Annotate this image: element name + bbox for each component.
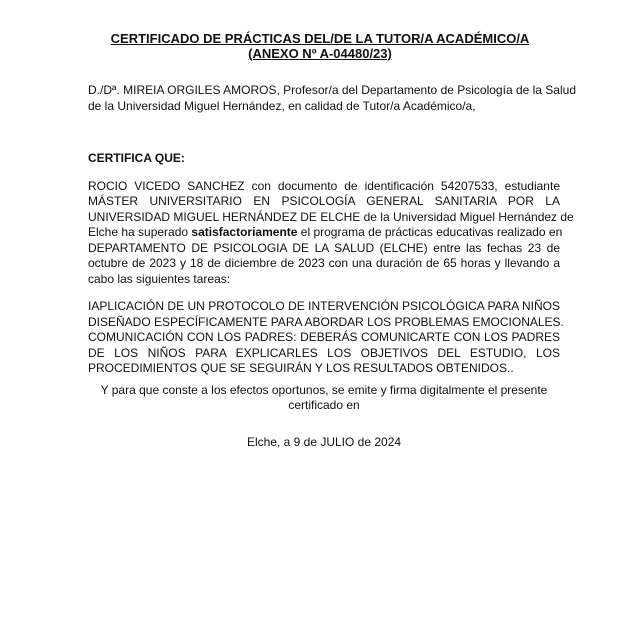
body-line bbox=[88, 225, 563, 241]
task-line: COMUNICACIÓN CON LOS PADRES: DEBERÁS COMUNICARTE CON LOS PADRES bbox=[88, 330, 560, 344]
date-line: Elche, a 9 de JULIO de 2024 bbox=[246, 434, 402, 449]
body-line: cabo las siguientes tareas: bbox=[88, 271, 231, 286]
task-line: PROCEDIMIENTOS QUE SE SEGUIRÁN Y LOS RESULTADOS OBTENIDOS.. bbox=[88, 361, 514, 375]
title-line-2: (ANEXO Nº A-04480/23) bbox=[248, 46, 392, 61]
tasks-paragraph bbox=[88, 299, 564, 377]
certification-body bbox=[88, 178, 574, 288]
task-line: DISEÑADO ESPECÍFICAMENTE PARA ABORDAR LOS PROBLEMAS EMOCIONALES. bbox=[88, 314, 564, 329]
certifica-heading: CERTIFICA QUE: bbox=[88, 151, 185, 165]
closing-line: certificado en bbox=[288, 398, 360, 412]
intro-line: de la Universidad Miguel Hernández, en calidad de Tutor/a Académico/a, bbox=[88, 98, 476, 113]
closing-paragraph bbox=[88, 383, 560, 414]
body-line: UNIVERSIDAD MIGUEL HERNÁNDEZ DE ELCHE de la Universidad Miguel Hernández de bbox=[88, 209, 574, 224]
body-text: el programa de prácticas educativas realizado en bbox=[297, 225, 563, 239]
body-line: octubre de 2023 y 18 de diciembre de 2023 con una duración de 65 horas y llevando a bbox=[88, 256, 560, 270]
task-line: DE LOS NIÑOS PARA EXPLICARLES LOS OBJETIVOS DEL ESTUDIO, LOS bbox=[88, 345, 560, 360]
body-line: MÁSTER UNIVERSITARIO EN PSICOLOGÍA GENERAL SANITARIA POR LA bbox=[88, 194, 560, 208]
document-title bbox=[0, 31, 640, 61]
closing-line: Y para que conste a los efectos oportunos, se emite y firma digitalmente el presente bbox=[100, 382, 548, 397]
body-line: ROCIO VICEDO SANCHEZ con documento de identificación 54207533, estudiante bbox=[88, 178, 560, 193]
body-text: Elche ha superado bbox=[88, 225, 192, 239]
task-line: IAPLICACIÓN DE UN PROTOCOLO DE INTERVENCIÓN PSICOLÓGICA PARA NIÑOS bbox=[88, 299, 560, 313]
body-line: DEPARTAMENTO DE PSICOLOGIA DE LA SALUD (ELCHE) entre las fechas 23 de bbox=[88, 240, 560, 255]
title-line-1: CERTIFICADO DE PRÁCTICAS DEL/DE LA TUTOR/A ACADÉMICO/A bbox=[110, 31, 530, 46]
body-bold-text: satisfactoriamente bbox=[191, 225, 298, 239]
intro-line: D./Dª. MIREIA ORGILES AMOROS, Profesor/a del Departamento de Psicología de la Salud bbox=[88, 83, 576, 97]
intro-paragraph bbox=[88, 83, 576, 114]
